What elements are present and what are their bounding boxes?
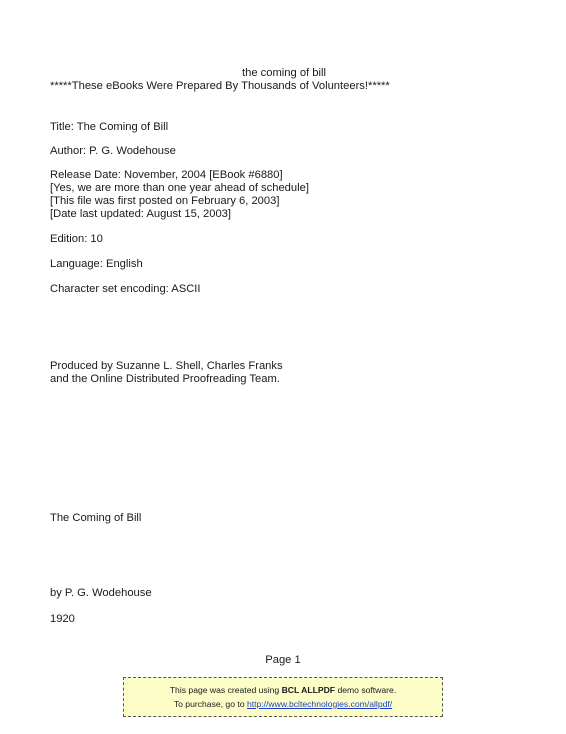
production-credits xyxy=(50,360,283,386)
demo-notice-prefix: This page was created using xyxy=(169,685,282,695)
purchase-prefix: To purchase, go to xyxy=(173,699,247,709)
charset-line: Character set encoding: ASCII xyxy=(50,283,201,295)
schedule-note-line: [Yes, we are more than one year ahead of schedule] xyxy=(50,182,309,194)
language-line: Language: English xyxy=(50,258,143,270)
release-info xyxy=(50,169,309,221)
book-byline: by P. G. Wodehouse xyxy=(50,587,152,599)
edition-line: Edition: 10 xyxy=(50,233,103,245)
publication-year: 1920 xyxy=(50,613,75,625)
purchase-line xyxy=(124,699,442,709)
page-number: Page 1 xyxy=(265,654,301,666)
demo-notice-line xyxy=(124,685,442,695)
title-line: Title: The Coming of Bill xyxy=(50,121,169,133)
credits-line: Produced by Suzanne L. Shell, Charles Franks xyxy=(50,360,283,372)
volunteers-banner: *****These eBooks Were Prepared By Thousands of Volunteers!***** xyxy=(50,80,390,92)
release-date-line: Release Date: November, 2004 [EBook #6880] xyxy=(50,169,283,181)
author-line: Author: P. G. Wodehouse xyxy=(50,145,176,157)
credits-line: and the Online Distributed Proofreading Team. xyxy=(50,373,280,385)
demo-software-notice xyxy=(123,677,443,717)
book-title: The Coming of Bill xyxy=(50,512,142,524)
first-posted-line: [This file was first posted on February 6, 2003] xyxy=(50,195,280,207)
running-header-title: the coming of bill xyxy=(242,67,326,79)
purchase-link[interactable]: http://www.bcltechnologies.com/allpdf/ xyxy=(246,699,393,709)
demo-product-name: BCL ALLPDF xyxy=(281,685,336,695)
last-updated-line: [Date last updated: August 15, 2003] xyxy=(50,208,231,220)
demo-notice-suffix: demo software. xyxy=(335,685,397,695)
